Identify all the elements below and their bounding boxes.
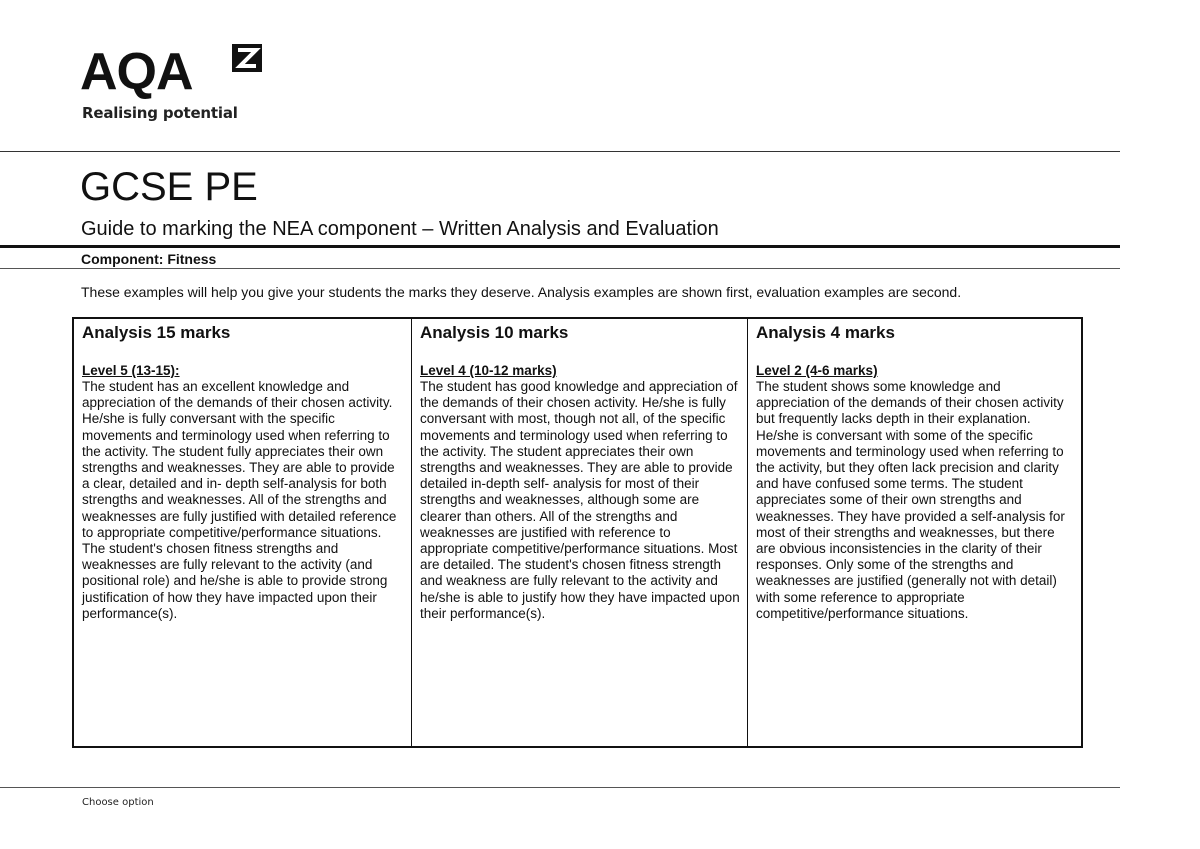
column-title: Analysis 4 marks	[756, 323, 895, 342]
table-column	[748, 319, 1081, 746]
footer-option[interactable]: Choose option	[82, 797, 154, 808]
column-level: Level 5 (13-15):	[82, 363, 180, 378]
page-title: GCSE PE	[80, 165, 258, 209]
marks-table	[72, 317, 1083, 748]
footer-divider	[0, 787, 1120, 788]
page-subtitle: Guide to marking the NEA component – Written Analysis and Evaluation	[81, 218, 719, 240]
title-divider	[0, 245, 1120, 248]
column-title: Analysis 15 marks	[82, 323, 231, 342]
logo-wordmark: AQA	[80, 43, 193, 101]
column-level: Level 2 (4-6 marks)	[756, 363, 878, 378]
table-column	[412, 319, 748, 746]
logo-flag-icon	[226, 42, 264, 78]
column-title: Analysis 10 marks	[420, 323, 569, 342]
component-divider	[0, 268, 1120, 269]
logo-tagline: Realising potential	[82, 104, 238, 122]
component-label: Component: Fitness	[81, 251, 217, 267]
column-description: The student has an excellent knowledge and appreciation of the demands of their chosen activity. He/she is fully conversant with the specific movements and terminology used when referring to the activity. The student fully appreciates their own strengths and weaknesses. They are able to provide a clear, detailed and in- depth self-analysis for both strengths and weaknesses. All of the strengths and weaknesses are fully justified with detailed reference to appropriate competitive/performance situations. The student's chosen fitness strengths and weaknesses are fully relevant to the activity (and positional role) and he/she is able to provide strong justification of how they have impacted upon their performance(s).	[82, 379, 397, 621]
header-divider	[0, 151, 1120, 152]
intro-text: These examples will help you give your students the marks they deserve. Analysis examples are shown first, evaluation examples are second.	[81, 284, 962, 300]
table-column	[74, 319, 412, 746]
column-description: The student shows some knowledge and appreciation of the demands of their chosen activity but frequently lacks depth in their explanation. He/she is conversant with some of the specific movements and terminology used when referring to the activity, but they often lack precision and clarity and have confused some terms. The student appreciates some of their own strengths and weaknesses. They have provided a self-analysis for most of their strengths and weaknesses, but there are obvious inconsistencies in the clarity of their responses. Only some of the strengths and weaknesses are justified (generally not with detail) with some reference to appropriate competitive/performance situations.	[756, 379, 1065, 621]
column-description: The student has good knowledge and appreciation of the demands of their chosen activity. He/she is fully conversant with most, though not all, of the specific movements and terminology used when referring to the activity. The student appreciates their own strengths and weaknesses. They are able to provide detailed in-depth self- analysis for most of their strengths and weaknesses, although some are clearer than others. All of the strengths and weaknesses are justified with reference to appropriate competitive/performance situations. Most are detailed. The student's chosen fitness strength and weakness are fully relevant to the activity and he/she is able to justify how they have impacted upon their performance(s).	[420, 379, 740, 621]
column-level: Level 4 (10-12 marks)	[420, 363, 557, 378]
aqa-logo	[80, 40, 270, 126]
